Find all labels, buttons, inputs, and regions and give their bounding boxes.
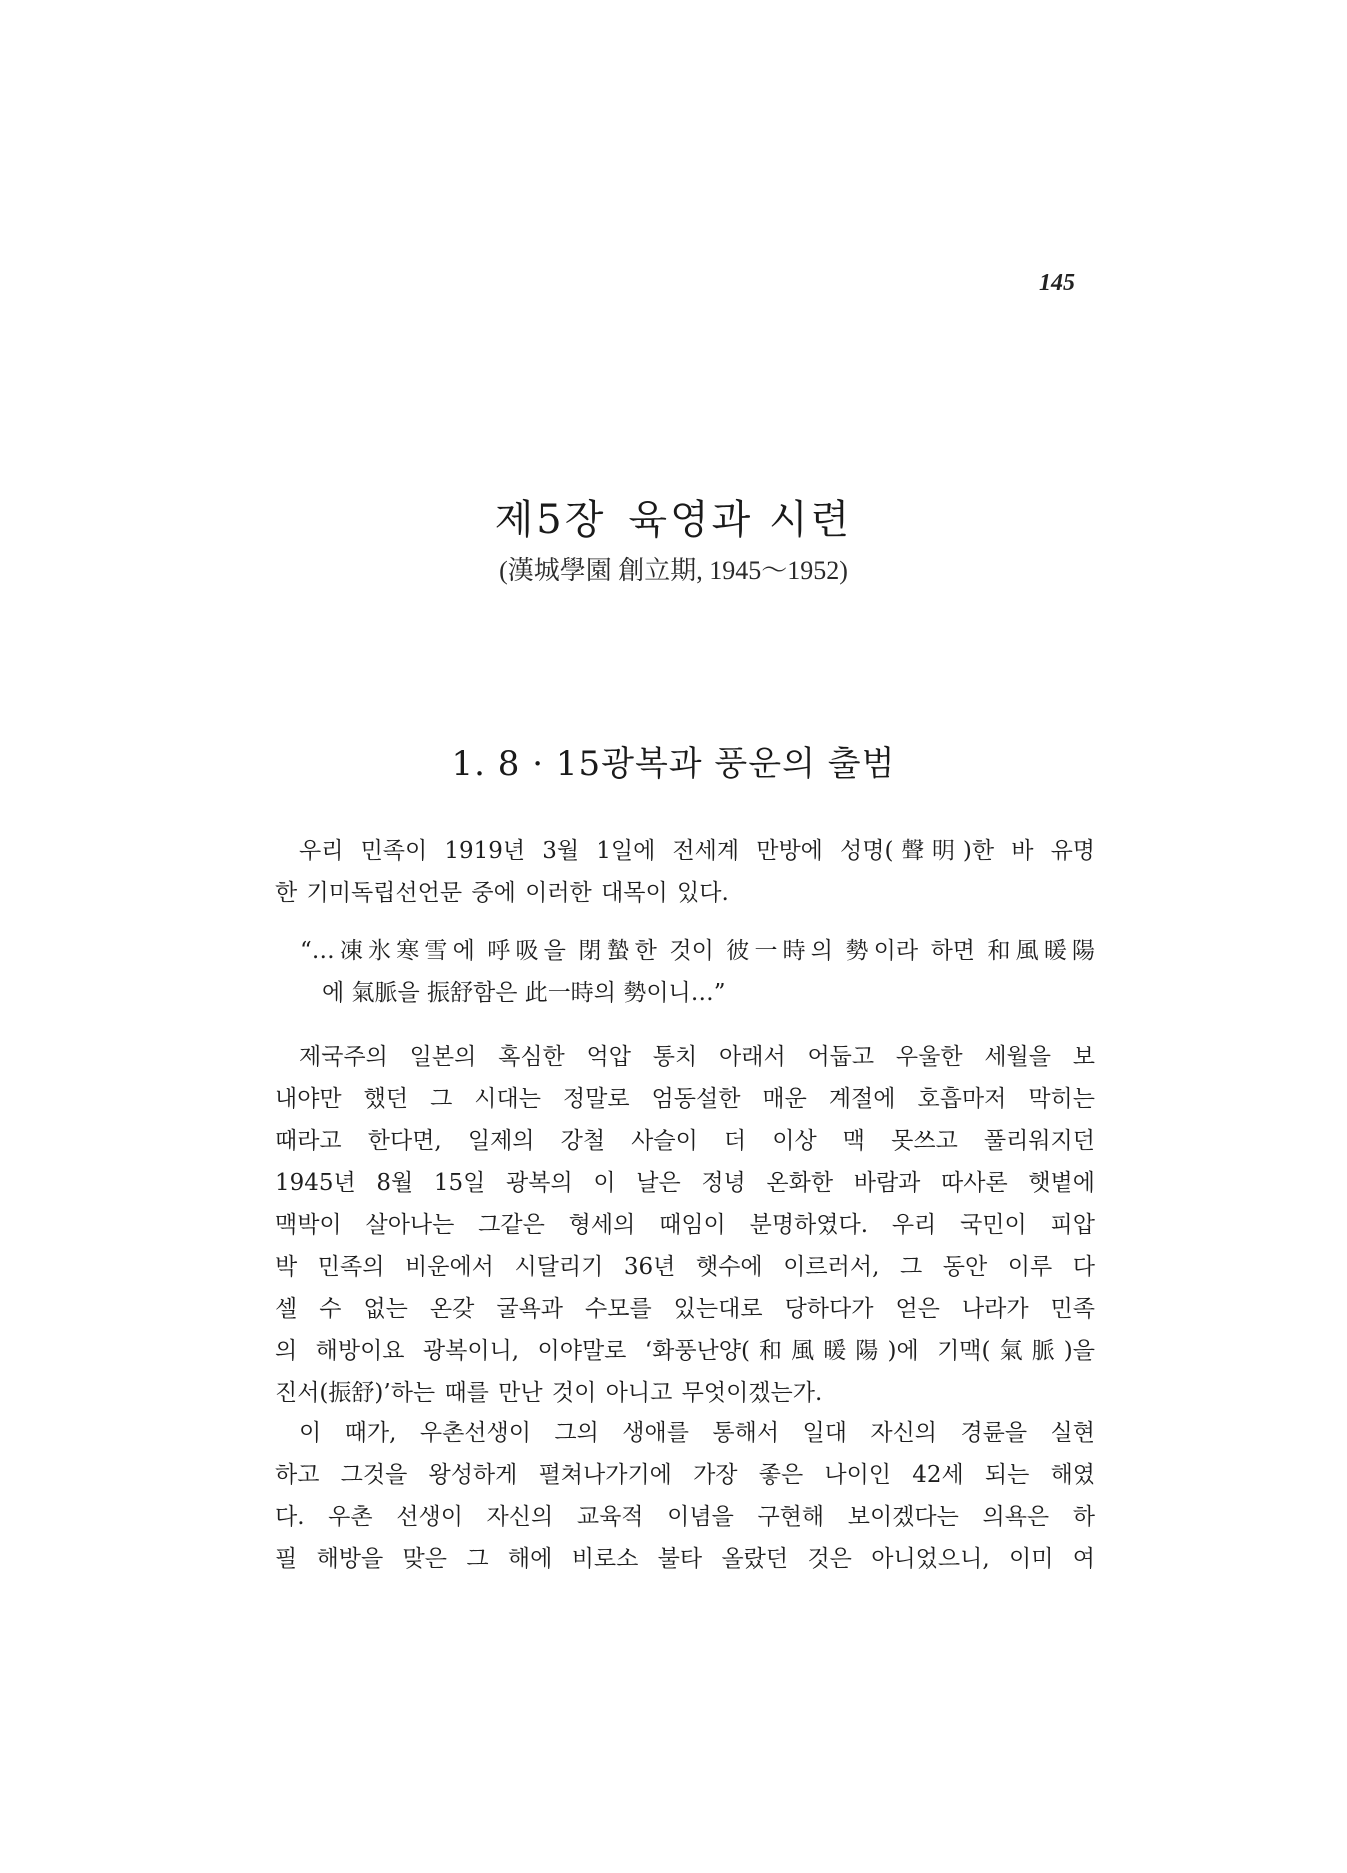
chapter-subtitle: (漢城學園 創立期, 1945～1952)	[499, 556, 848, 585]
paragraph-line: 이 때가, 우촌선생이 그의 생애를 통해서 일대 자신의 경륜을 실현	[299, 1420, 1095, 1446]
paragraph-line: 다. 우촌 선생이 자신의 교육적 이념을 구현해 보이겠다는 의욕은 하	[275, 1504, 1095, 1530]
section-title: 1. 8 · 15광복과 풍운의 출범	[451, 744, 896, 784]
paragraph-line: 우리 민족이 1919년 3월 1일에 전세계 만방에 성명(聲明)한 바 유명	[299, 838, 1095, 864]
paragraph-line: 한 기미독립선언문 중에 이러한 대목이 있다.	[275, 880, 729, 906]
chapter-heading	[0, 496, 1347, 587]
paragraph-line: 맥박이 살아나는 그같은 형세의 때임이 분명하였다. 우리 국민이 피압	[275, 1212, 1095, 1238]
page-number: 145	[1039, 270, 1075, 296]
paragraph-line: 하고 그것을 왕성하게 펼쳐나가기에 가장 좋은 나이인 42세 되는 해였	[275, 1462, 1095, 1488]
paragraph-line: 내야만 했던 그 시대는 정말로 엄동설한 매운 계절에 호흡마저 막히는	[275, 1086, 1095, 1112]
paragraph-1	[275, 830, 1095, 914]
quote-line: “…凍氷寒雪에 呼吸을 閉蟄한 것이 彼一時의 勢이라 하면 和風暖陽	[300, 938, 1095, 964]
paragraph-line: 셀 수 없는 온갖 굴욕과 수모를 있는대로 당하다가 얻은 나라가 민족	[275, 1296, 1095, 1322]
quote-line: 에 氣脈을 振舒함은 此一時의 勢이니…”	[322, 980, 726, 1006]
paragraph-line: 필 해방을 맞은 그 해에 비로소 불타 올랐던 것은 아니었으니, 이미 여	[275, 1546, 1095, 1572]
chapter-number: 제5장	[494, 497, 607, 543]
paragraph-2	[275, 1036, 1095, 1414]
paragraph-line: 박 민족의 비운에서 시달리기 36년 햇수에 이르러서, 그 동안 이루 다	[275, 1254, 1095, 1280]
paragraph-line: 의 해방이요 광복이니, 이야말로 ‘화풍난양(和風暖陽)에 기맥(氣脈)을	[275, 1338, 1095, 1364]
chapter-title-text: 육영과 시련	[628, 497, 853, 543]
paragraph-line: 1945년 8월 15일 광복의 이 날은 정녕 온화한 바람과 따사론 햇볕에	[275, 1170, 1095, 1196]
paragraph-line: 진서(振舒)’하는 때를 만난 것이 아니고 무엇이겠는가.	[275, 1380, 823, 1406]
chapter-title	[0, 496, 1347, 544]
block-quote	[300, 930, 1095, 1014]
paragraph-line: 제국주의 일본의 혹심한 억압 통치 아래서 어둡고 우울한 세월을 보	[299, 1044, 1095, 1070]
paragraph-line: 때라고 한다면, 일제의 강철 사슬이 더 이상 맥 못쓰고 풀리워지던	[275, 1128, 1095, 1154]
paragraph-3	[275, 1412, 1095, 1580]
